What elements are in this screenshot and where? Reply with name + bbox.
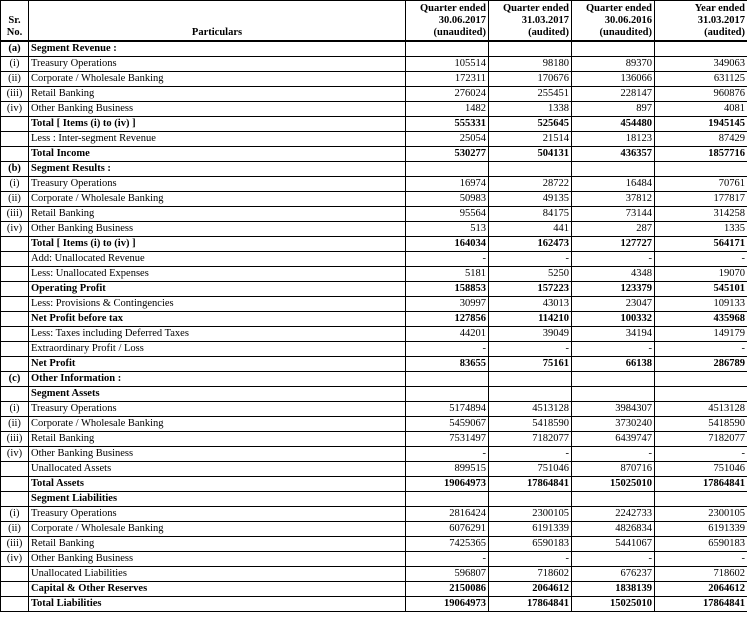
value-cell: 349063 [655,57,747,72]
particulars-cell: Segment Revenue : [29,41,406,57]
particulars-cell: Treasury Operations [29,57,406,72]
value-cell: 1482 [406,102,489,117]
table-row [1,117,747,132]
value-cell: 15025010 [572,477,655,492]
column-header-label: Year ended [694,3,745,14]
sr-no-cell: (ii) [1,522,29,537]
value-cell: 50983 [406,192,489,207]
sr-no-cell: (b) [1,162,29,177]
value-cell: - [655,342,747,357]
value-cell: 109133 [655,297,747,312]
table-row [1,297,747,312]
table-row [1,402,747,417]
value-cell: - [406,552,489,567]
value-cell: 555331 [406,117,489,132]
particulars-cell: Corporate / Wholesale Banking [29,72,406,87]
value-cell [655,372,747,387]
value-cell [655,492,747,507]
value-cell: 504131 [489,147,572,162]
value-cell: 7182077 [655,432,747,447]
table-row [1,462,747,477]
table-row [1,567,747,582]
particulars-cell: Unallocated Liabilities [29,567,406,582]
value-cell: - [572,252,655,267]
particulars-cell: Total [ Items (i) to (iv) ] [29,117,406,132]
table-row [1,357,747,372]
value-cell: 17864841 [655,477,747,492]
value-cell [489,41,572,57]
particulars-cell: Total Income [29,147,406,162]
sr-no-cell: (iv) [1,447,29,462]
value-cell: 25054 [406,132,489,147]
particulars-cell: Other Banking Business [29,102,406,117]
value-cell: 70761 [655,177,747,192]
table-row [1,522,747,537]
value-cell [489,162,572,177]
value-cell: 149179 [655,327,747,342]
value-cell: 1335 [655,222,747,237]
table-row [1,507,747,522]
value-cell: 17864841 [489,597,572,612]
value-cell [572,372,655,387]
sr-no-cell [1,132,29,147]
table-row [1,147,747,162]
table-header [1,1,747,42]
value-cell: - [489,552,572,567]
sr-no-cell: (iii) [1,432,29,447]
value-cell: 1857716 [655,147,747,162]
value-cell: 436357 [572,147,655,162]
table-row [1,177,747,192]
value-cell: 19064973 [406,477,489,492]
particulars-cell: Add: Unallocated Revenue [29,252,406,267]
value-cell: 228147 [572,87,655,102]
value-cell: 105514 [406,57,489,72]
column-header-q4-2017 [489,1,572,42]
value-cell: 960876 [655,87,747,102]
particulars-cell: Total [ Items (i) to (iv) ] [29,237,406,252]
sr-no-cell: (iv) [1,222,29,237]
particulars-cell: Extraordinary Profit / Loss [29,342,406,357]
sr-no-cell [1,357,29,372]
table-row [1,282,747,297]
value-cell: 6191339 [655,522,747,537]
value-cell [406,372,489,387]
value-cell: 5441067 [572,537,655,552]
sr-no-cell [1,492,29,507]
value-cell: 2064612 [489,582,572,597]
value-cell: 5418590 [489,417,572,432]
value-cell: 177817 [655,192,747,207]
table-row [1,222,747,237]
particulars-cell: Corporate / Wholesale Banking [29,192,406,207]
sr-no-cell: (i) [1,507,29,522]
value-cell: 127727 [572,237,655,252]
column-header-q1-2016 [572,1,655,42]
column-header-date: 30.06.2016 [604,15,652,26]
value-cell: 2064612 [655,582,747,597]
value-cell: 899515 [406,462,489,477]
value-cell: 870716 [572,462,655,477]
value-cell: 3730240 [572,417,655,432]
sr-no-cell [1,342,29,357]
value-cell [655,387,747,402]
particulars-cell: Segment Assets [29,387,406,402]
value-cell [572,41,655,57]
value-cell: 897 [572,102,655,117]
value-cell: 2816424 [406,507,489,522]
sr-no-cell: (i) [1,57,29,72]
table-row [1,41,747,57]
value-cell: 6590183 [655,537,747,552]
value-cell: 37812 [572,192,655,207]
value-cell: 30997 [406,297,489,312]
value-cell: 596807 [406,567,489,582]
sr-no-cell [1,147,29,162]
particulars-cell: Operating Profit [29,282,406,297]
table-row [1,72,747,87]
value-cell: 127856 [406,312,489,327]
particulars-cell: Segment Results : [29,162,406,177]
value-cell [655,162,747,177]
particulars-cell: Capital & Other Reserves [29,582,406,597]
value-cell: 525645 [489,117,572,132]
sr-no-cell: (c) [1,372,29,387]
sr-no-cell: (iii) [1,207,29,222]
sr-no-cell: (i) [1,177,29,192]
value-cell: 564171 [655,237,747,252]
value-cell [406,387,489,402]
particulars-cell: Retail Banking [29,87,406,102]
sr-no-cell: (iii) [1,87,29,102]
value-cell: 28722 [489,177,572,192]
table-row [1,267,747,282]
sr-no-cell: (iv) [1,102,29,117]
value-cell: - [572,552,655,567]
table-row [1,207,747,222]
table-row [1,87,747,102]
sr-no-cell [1,267,29,282]
particulars-cell: Other Banking Business [29,222,406,237]
particulars-cell: Other Banking Business [29,552,406,567]
value-cell: 314258 [655,207,747,222]
value-cell: 751046 [655,462,747,477]
value-cell: 2242733 [572,507,655,522]
value-cell: 4513128 [655,402,747,417]
value-cell: - [489,342,572,357]
value-cell: - [489,252,572,267]
column-header-fy-2017 [655,1,747,42]
particulars-cell: Treasury Operations [29,177,406,192]
value-cell: 89370 [572,57,655,72]
value-cell: 34194 [572,327,655,342]
value-cell: 7531497 [406,432,489,447]
sr-no-header [1,1,29,42]
particulars-cell: Retail Banking [29,207,406,222]
table-row [1,387,747,402]
value-cell: - [655,447,747,462]
value-cell: 5174894 [406,402,489,417]
sr-no-cell [1,117,29,132]
value-cell: 16484 [572,177,655,192]
value-cell [406,41,489,57]
table-row [1,417,747,432]
value-cell: 39049 [489,327,572,342]
value-cell: 170676 [489,72,572,87]
sr-no-header-line1: Sr. [8,15,21,26]
value-cell: 435968 [655,312,747,327]
particulars-cell: Less : Inter-segment Revenue [29,132,406,147]
value-cell: 95564 [406,207,489,222]
value-cell [572,387,655,402]
value-cell: 286789 [655,357,747,372]
value-cell: 6439747 [572,432,655,447]
value-cell: 19064973 [406,597,489,612]
table-row [1,57,747,72]
value-cell: 123379 [572,282,655,297]
value-cell: 4348 [572,267,655,282]
value-cell: 530277 [406,147,489,162]
sr-no-cell: (iv) [1,552,29,567]
sr-no-cell [1,312,29,327]
table-row [1,252,747,267]
column-header-date: 31.03.2017 [697,15,745,26]
value-cell: 5250 [489,267,572,282]
sr-no-cell [1,387,29,402]
table-row [1,372,747,387]
value-cell: 18123 [572,132,655,147]
table-row [1,537,747,552]
column-header-status: (audited) [528,27,569,38]
value-cell: - [655,552,747,567]
table-row [1,237,747,252]
value-cell: - [489,447,572,462]
value-cell: 23047 [572,297,655,312]
value-cell: 1945145 [655,117,747,132]
value-cell [572,162,655,177]
sr-no-cell [1,582,29,597]
header-row [1,1,747,42]
table-body [1,41,747,612]
value-cell: 136066 [572,72,655,87]
value-cell [406,162,489,177]
value-cell [489,372,572,387]
column-header-label: Quarter ended [419,3,486,14]
sr-no-cell: (ii) [1,192,29,207]
value-cell: 631125 [655,72,747,87]
value-cell: 44201 [406,327,489,342]
value-cell: 6590183 [489,537,572,552]
value-cell [572,492,655,507]
value-cell: 84175 [489,207,572,222]
value-cell: 6076291 [406,522,489,537]
particulars-cell: Less: Taxes including Deferred Taxes [29,327,406,342]
value-cell [489,492,572,507]
value-cell: - [572,447,655,462]
sr-no-cell: (iii) [1,537,29,552]
value-cell: - [406,447,489,462]
value-cell: 83655 [406,357,489,372]
particulars-cell: Segment Liabilities [29,492,406,507]
table-row [1,327,747,342]
value-cell: 751046 [489,462,572,477]
value-cell: - [406,252,489,267]
table-row [1,342,747,357]
table-row [1,447,747,462]
value-cell: 5418590 [655,417,747,432]
table-row [1,192,747,207]
value-cell: 718602 [489,567,572,582]
particulars-cell: Less: Unallocated Expenses [29,267,406,282]
value-cell: 7425365 [406,537,489,552]
value-cell: 172311 [406,72,489,87]
particulars-cell: Less: Provisions & Contingencies [29,297,406,312]
value-cell: 16974 [406,177,489,192]
value-cell [655,41,747,57]
value-cell: 164034 [406,237,489,252]
value-cell: 6191339 [489,522,572,537]
value-cell: 21514 [489,132,572,147]
value-cell: 4826834 [572,522,655,537]
particulars-header: Particulars [29,1,406,42]
sr-no-cell [1,567,29,582]
value-cell: 5459067 [406,417,489,432]
value-cell: - [406,342,489,357]
table-row [1,162,747,177]
particulars-cell: Other Information : [29,372,406,387]
value-cell [489,387,572,402]
particulars-cell: Retail Banking [29,432,406,447]
sr-no-cell [1,297,29,312]
sr-no-cell: (ii) [1,417,29,432]
value-cell: 676237 [572,567,655,582]
particulars-cell: Treasury Operations [29,402,406,417]
value-cell: 287 [572,222,655,237]
sr-no-cell [1,327,29,342]
value-cell: 545101 [655,282,747,297]
particulars-cell: Net Profit before tax [29,312,406,327]
particulars-cell: Net Profit [29,357,406,372]
sr-no-cell [1,237,29,252]
particulars-cell: Corporate / Wholesale Banking [29,522,406,537]
value-cell: 87429 [655,132,747,147]
value-cell: 162473 [489,237,572,252]
value-cell: 98180 [489,57,572,72]
value-cell: 4513128 [489,402,572,417]
value-cell: 4081 [655,102,747,117]
value-cell: 718602 [655,567,747,582]
sr-no-cell [1,462,29,477]
particulars-cell: Retail Banking [29,537,406,552]
table-row [1,102,747,117]
value-cell: 158853 [406,282,489,297]
value-cell: 255451 [489,87,572,102]
column-header-label: Quarter ended [502,3,569,14]
value-cell: 19070 [655,267,747,282]
particulars-cell: Total Assets [29,477,406,492]
column-header-q1-2017 [406,1,489,42]
value-cell: 66138 [572,357,655,372]
value-cell: 441 [489,222,572,237]
value-cell: 2150086 [406,582,489,597]
sr-no-cell: (i) [1,402,29,417]
value-cell: 17864841 [489,477,572,492]
value-cell: 114210 [489,312,572,327]
column-header-status: (audited) [704,27,745,38]
table-row [1,582,747,597]
column-header-status: (unaudited) [599,27,652,38]
table-row [1,597,747,612]
value-cell: 5181 [406,267,489,282]
value-cell: 43013 [489,297,572,312]
value-cell: 7182077 [489,432,572,447]
column-header-date: 31.03.2017 [521,15,569,26]
particulars-cell: Total Liabilities [29,597,406,612]
sr-no-cell [1,282,29,297]
column-header-date: 30.06.2017 [438,15,486,26]
value-cell: 1838139 [572,582,655,597]
particulars-cell: Other Banking Business [29,447,406,462]
value-cell: 2300105 [655,507,747,522]
value-cell: 17864841 [655,597,747,612]
column-header-label: Quarter ended [585,3,652,14]
sr-no-cell [1,597,29,612]
value-cell: 1338 [489,102,572,117]
sr-no-cell: (ii) [1,72,29,87]
value-cell: 454480 [572,117,655,132]
particulars-cell: Unallocated Assets [29,462,406,477]
table-row [1,477,747,492]
particulars-cell: Corporate / Wholesale Banking [29,417,406,432]
value-cell: 15025010 [572,597,655,612]
value-cell: 73144 [572,207,655,222]
table-row [1,552,747,567]
value-cell: 276024 [406,87,489,102]
value-cell: 157223 [489,282,572,297]
value-cell: 513 [406,222,489,237]
value-cell: - [572,342,655,357]
sr-no-header-line2: No. [6,27,23,38]
table-row [1,132,747,147]
sr-no-cell [1,477,29,492]
particulars-cell: Treasury Operations [29,507,406,522]
value-cell: 2300105 [489,507,572,522]
table-row [1,492,747,507]
sr-no-cell [1,252,29,267]
value-cell [406,492,489,507]
value-cell: 75161 [489,357,572,372]
column-header-status: (unaudited) [433,27,486,38]
value-cell: 3984307 [572,402,655,417]
sr-no-cell: (a) [1,41,29,57]
value-cell: - [655,252,747,267]
table-row [1,312,747,327]
value-cell: 100332 [572,312,655,327]
value-cell: 49135 [489,192,572,207]
table-row [1,432,747,447]
